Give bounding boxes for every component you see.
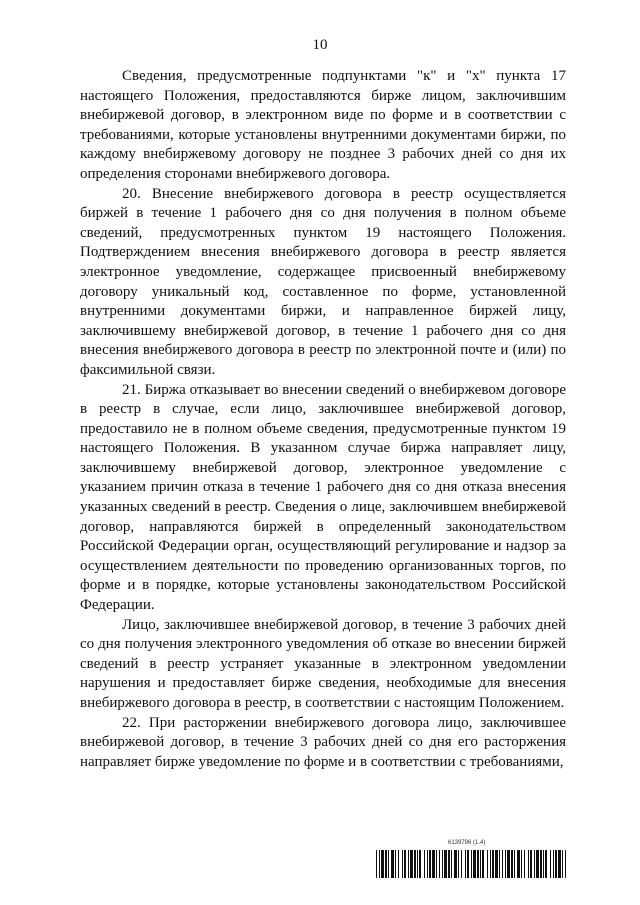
paragraph-3: 21. Биржа отказывает во внесении сведений о внебиржевом договоре в реестр в случае, если лицо, заключившее внебиржевой договор, предоставило не в полном объеме сведения, предусмотренные пунктом 19 настоящего Положения. В указанном случае биржа направляет лицу, заключившему внебиржевой договор, электронное уведомление с указанием причин отказа в течение 1 рабочего дня со дня отказа внесения указанных сведений в реестр. Сведения о лице, заключившем внебиржевой договор, направляются биржей в определенный законодательством Российской Федерации орган, осуществляющий регулирование и надзор за осуществлением деятельности по проведению организованных торгов, по форме и в порядке, которые установлены законодательством Российской Федерации. [80, 381, 566, 614]
page-number: 10 [312, 37, 328, 53]
paragraph-5: 22. При расторжении внебиржевого договора лицо, заключившее внебиржевой договор, в течение 3 рабочих дней со дня его расторжения направляет бирже уведомление по форме и в соответствии с требованиями, [80, 714, 566, 770]
barcode-image [376, 850, 566, 878]
document-code: 6139796 (1.4) [448, 840, 486, 846]
paragraph-2: 20. Внесение внебиржевого договора в реестр осуществляется биржей в течение 1 рабочего дня со дня получения в полном объеме сведений, предусмотренных пунктом 19 настоящего Положения. Подтверждением внесения внебиржевого договора в реестр является электронное уведомление, содержащее присвоенный внебиржевому договору уникальный код, составленное по форме, установленной внутренними документами биржи, и направленное биржей лицу, заключившему внебиржевой договор, в течение 1 рабочего дня со дня внесения внебиржевого договора в реестр по электронной почте и (или) по факсимильной связи. [80, 185, 566, 378]
paragraph-1: Сведения, предусмотренные подпунктами "к" и "х" пункта 17 настоящего Положения, предоставляются бирже лицом, заключившим внебиржевой договор, в электронном виде по форме и в соответствии с требованиями, которые установлены внутренними документами биржи, по каждому внебиржевому договору не позднее 3 рабочих дней со дня их определения сторонами внебиржевого договора. [80, 68, 566, 182]
paragraph-4: Лицо, заключившее внебиржевой договор, в течение 3 рабочих дней со дня получения электронного уведомления об отказе во внесении биржей сведений в реестр устраняет указанные в электронном уведомлении нарушения и предоставляет бирже сведения, необходимые для внесения внебиржевого договора в реестр, в соответствии с настоящим Положением. [80, 616, 566, 711]
document-body [80, 67, 566, 772]
